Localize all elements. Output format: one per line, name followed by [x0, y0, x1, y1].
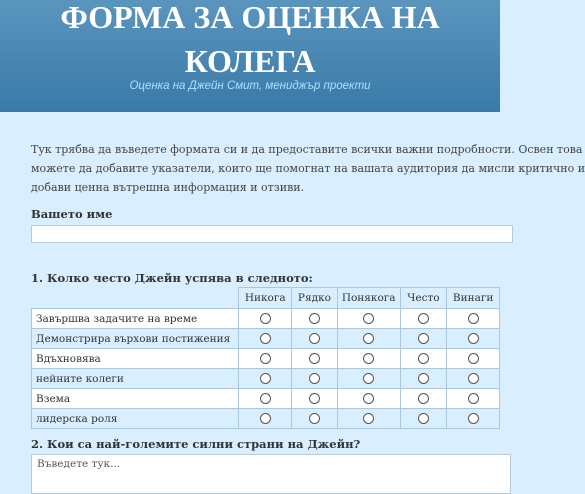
radio-button[interactable] [363, 393, 374, 404]
table-row [32, 369, 500, 389]
radio-button[interactable] [468, 313, 479, 324]
radio-button[interactable] [260, 373, 271, 384]
form-subtitle: Оценка на Джейн Смит, мениджър проекти [129, 80, 371, 92]
form-title [0, 0, 500, 82]
intro-line: можете да добавите указатели, които ще помогнат на вашата аудитория да мисли критично и [31, 162, 585, 175]
table-row [32, 349, 500, 369]
intro-line: Тук трябва да въведете формата си и да предоставите всички важни подробности. Освен това [31, 143, 583, 156]
radio-button[interactable] [418, 413, 429, 424]
name-input[interactable] [31, 225, 513, 243]
form-title-line2: КОЛЕГА [184, 43, 316, 79]
radio-button[interactable] [309, 393, 320, 404]
radio-button[interactable] [309, 373, 320, 384]
radio-button[interactable] [309, 333, 320, 344]
radio-button[interactable] [363, 333, 374, 344]
column-never: Никога [239, 288, 292, 309]
radio-button[interactable] [309, 353, 320, 364]
table-row [32, 389, 500, 409]
radio-button[interactable] [468, 353, 479, 364]
radio-button[interactable] [468, 373, 479, 384]
radio-button[interactable] [418, 333, 429, 344]
row-label: нейните колеги [32, 369, 239, 389]
row-label: лидерска роля [32, 409, 239, 429]
form-header [0, 0, 500, 112]
radio-button[interactable] [260, 393, 271, 404]
radio-button[interactable] [309, 413, 320, 424]
table-row [32, 409, 500, 429]
name-label: Вашето име [31, 207, 113, 221]
column-always: Винаги [447, 288, 500, 309]
table-row [32, 329, 500, 349]
matrix-corner [32, 288, 239, 309]
row-label: Завършва задачите на време [32, 309, 239, 329]
strengths-textarea[interactable]: Въведете тук... [31, 454, 511, 494]
column-sometimes: Понякога [337, 288, 400, 309]
radio-button[interactable] [260, 333, 271, 344]
question2-label: 2. Кои са най-големите силни страни на Джейн? [31, 437, 361, 451]
radio-button[interactable] [363, 413, 374, 424]
column-rarely: Рядко [292, 288, 338, 309]
row-label: Взема [32, 389, 239, 409]
table-row [32, 309, 500, 329]
radio-button[interactable] [418, 313, 429, 324]
radio-button[interactable] [468, 413, 479, 424]
intro-line: добави ценна вътрешна информация и отзиви. [31, 181, 305, 194]
radio-button[interactable] [260, 313, 271, 324]
row-label: Вдъхновява [32, 349, 239, 369]
form-title-line1: ФОРМА ЗА ОЦЕНКА НА [60, 0, 440, 35]
radio-button[interactable] [260, 353, 271, 364]
radio-button[interactable] [418, 373, 429, 384]
intro-text [31, 140, 585, 197]
radio-button[interactable] [309, 313, 320, 324]
radio-button[interactable] [468, 393, 479, 404]
radio-button[interactable] [363, 313, 374, 324]
radio-button[interactable] [418, 393, 429, 404]
radio-button[interactable] [363, 373, 374, 384]
radio-button[interactable] [363, 353, 374, 364]
question1-label: 1. Колко често Джейн успява в следното: [31, 271, 313, 285]
column-often: Често [400, 288, 447, 309]
radio-button[interactable] [260, 413, 271, 424]
row-label: Демонстрира върхови постижения [32, 329, 239, 349]
frequency-matrix [31, 287, 500, 429]
radio-button[interactable] [468, 333, 479, 344]
radio-button[interactable] [418, 353, 429, 364]
